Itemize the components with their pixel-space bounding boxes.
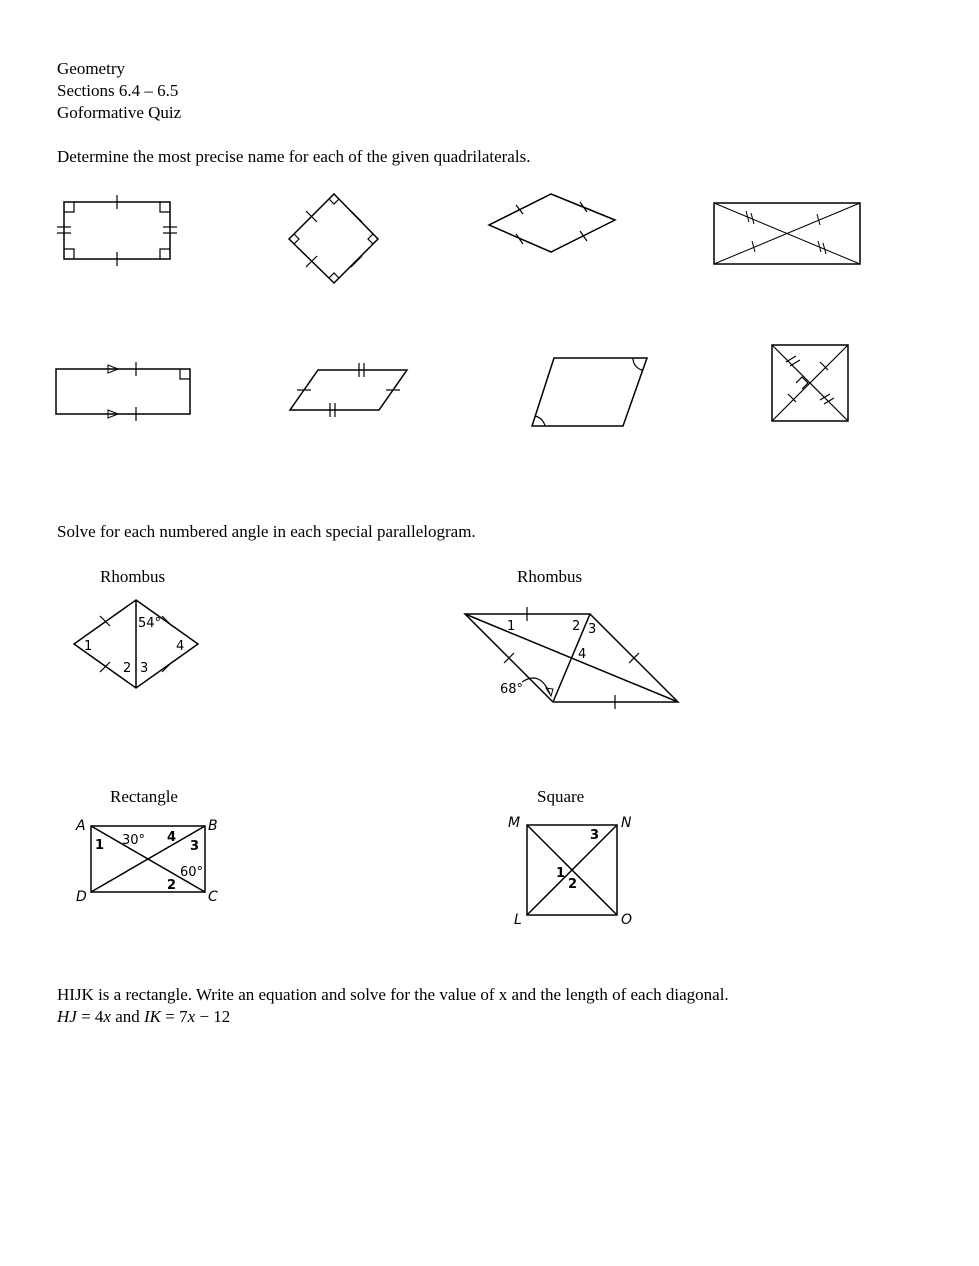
vertex-n: N — [621, 815, 632, 831]
part2-instruction: Solve for each numbered angle in each special parallelogram. — [57, 522, 476, 541]
eq-ik-rest: − 12 — [195, 1007, 231, 1026]
quad-trapezoid-figure — [52, 360, 194, 422]
vertex-m: M — [508, 815, 521, 831]
square-angle-3: 3 — [590, 828, 600, 843]
vertex-b: B — [208, 818, 218, 834]
part3-equation — [57, 1006, 230, 1028]
quad-rectangle-diagonals-figure — [710, 198, 865, 270]
rectangle-angle-1: 1 — [95, 838, 105, 853]
rhombus2-angle-1: 1 — [507, 619, 516, 634]
quad-rectangle-figure — [52, 190, 182, 270]
rhombus2-angle-4: 4 — [578, 647, 587, 662]
eq-ik-value: = 7 — [161, 1007, 188, 1026]
part1-instruction: Determine the most precise name for each of the given quadrilaterals. — [57, 147, 531, 166]
quad-parallelogram-figure — [285, 360, 410, 415]
rectangle-figure — [72, 814, 222, 906]
rhombus1-angle-1: 1 — [84, 639, 93, 654]
rhombus1-figure — [70, 596, 202, 692]
rectangle-angle-30: 30° — [122, 833, 146, 848]
rhombus2-angle-68: 68° — [500, 682, 524, 697]
rhombus2-angle-2: 2 — [572, 619, 581, 634]
vertex-l: L — [514, 912, 522, 928]
vertex-d: D — [76, 889, 87, 905]
rhombus2-figure — [460, 604, 685, 710]
quad-square-figure — [285, 190, 385, 288]
rhombus1-angle-2: 2 — [123, 661, 132, 676]
rhombus1-angle-4: 4 — [176, 639, 185, 654]
rectangle-angle-3: 3 — [190, 839, 200, 854]
rhombus2-title: Rhombus — [517, 567, 583, 586]
rhombus1-angle-54: 54° — [138, 616, 162, 631]
rectangle-angle-2: 2 — [167, 878, 177, 893]
rhombus2-angle-3: 3 — [588, 622, 597, 637]
vertex-o: O — [621, 912, 633, 928]
rectangle-title: Rectangle — [110, 787, 178, 806]
eq-ik-var: x — [187, 1007, 196, 1026]
quiz-title: Goformative Quiz — [57, 103, 182, 122]
vertex-c: C — [208, 889, 218, 905]
rhombus1-angle-3: 3 — [140, 661, 149, 676]
quad-rhombus-figure — [485, 190, 620, 256]
eq-hj-var: x — [103, 1007, 111, 1026]
rhombus1-title: Rhombus — [100, 567, 166, 586]
vertex-a: A — [76, 818, 86, 834]
quad-square-diagonals-figure — [768, 342, 852, 426]
eq-and: and — [110, 1007, 145, 1026]
square-title: Square — [537, 787, 585, 806]
square-angle-2: 2 — [568, 877, 578, 892]
eq-ik-label: IK — [144, 1007, 162, 1026]
square-figure — [505, 812, 640, 930]
eq-hj-value: = 4 — [76, 1007, 104, 1026]
course-title: Geometry — [57, 59, 125, 78]
sections-label: Sections 6.4 – 6.5 — [57, 81, 179, 100]
square-angle-1: 1 — [556, 866, 566, 881]
part3-instruction: HIJK is a rectangle. Write an equation and solve for the value of x and the length of each diagonal. — [57, 985, 729, 1004]
rectangle-angle-60: 60° — [180, 865, 204, 880]
eq-hj-label: HJ — [57, 1007, 77, 1026]
rectangle-angle-4: 4 — [167, 830, 177, 845]
quad-angle-parallelogram-figure — [528, 354, 652, 430]
